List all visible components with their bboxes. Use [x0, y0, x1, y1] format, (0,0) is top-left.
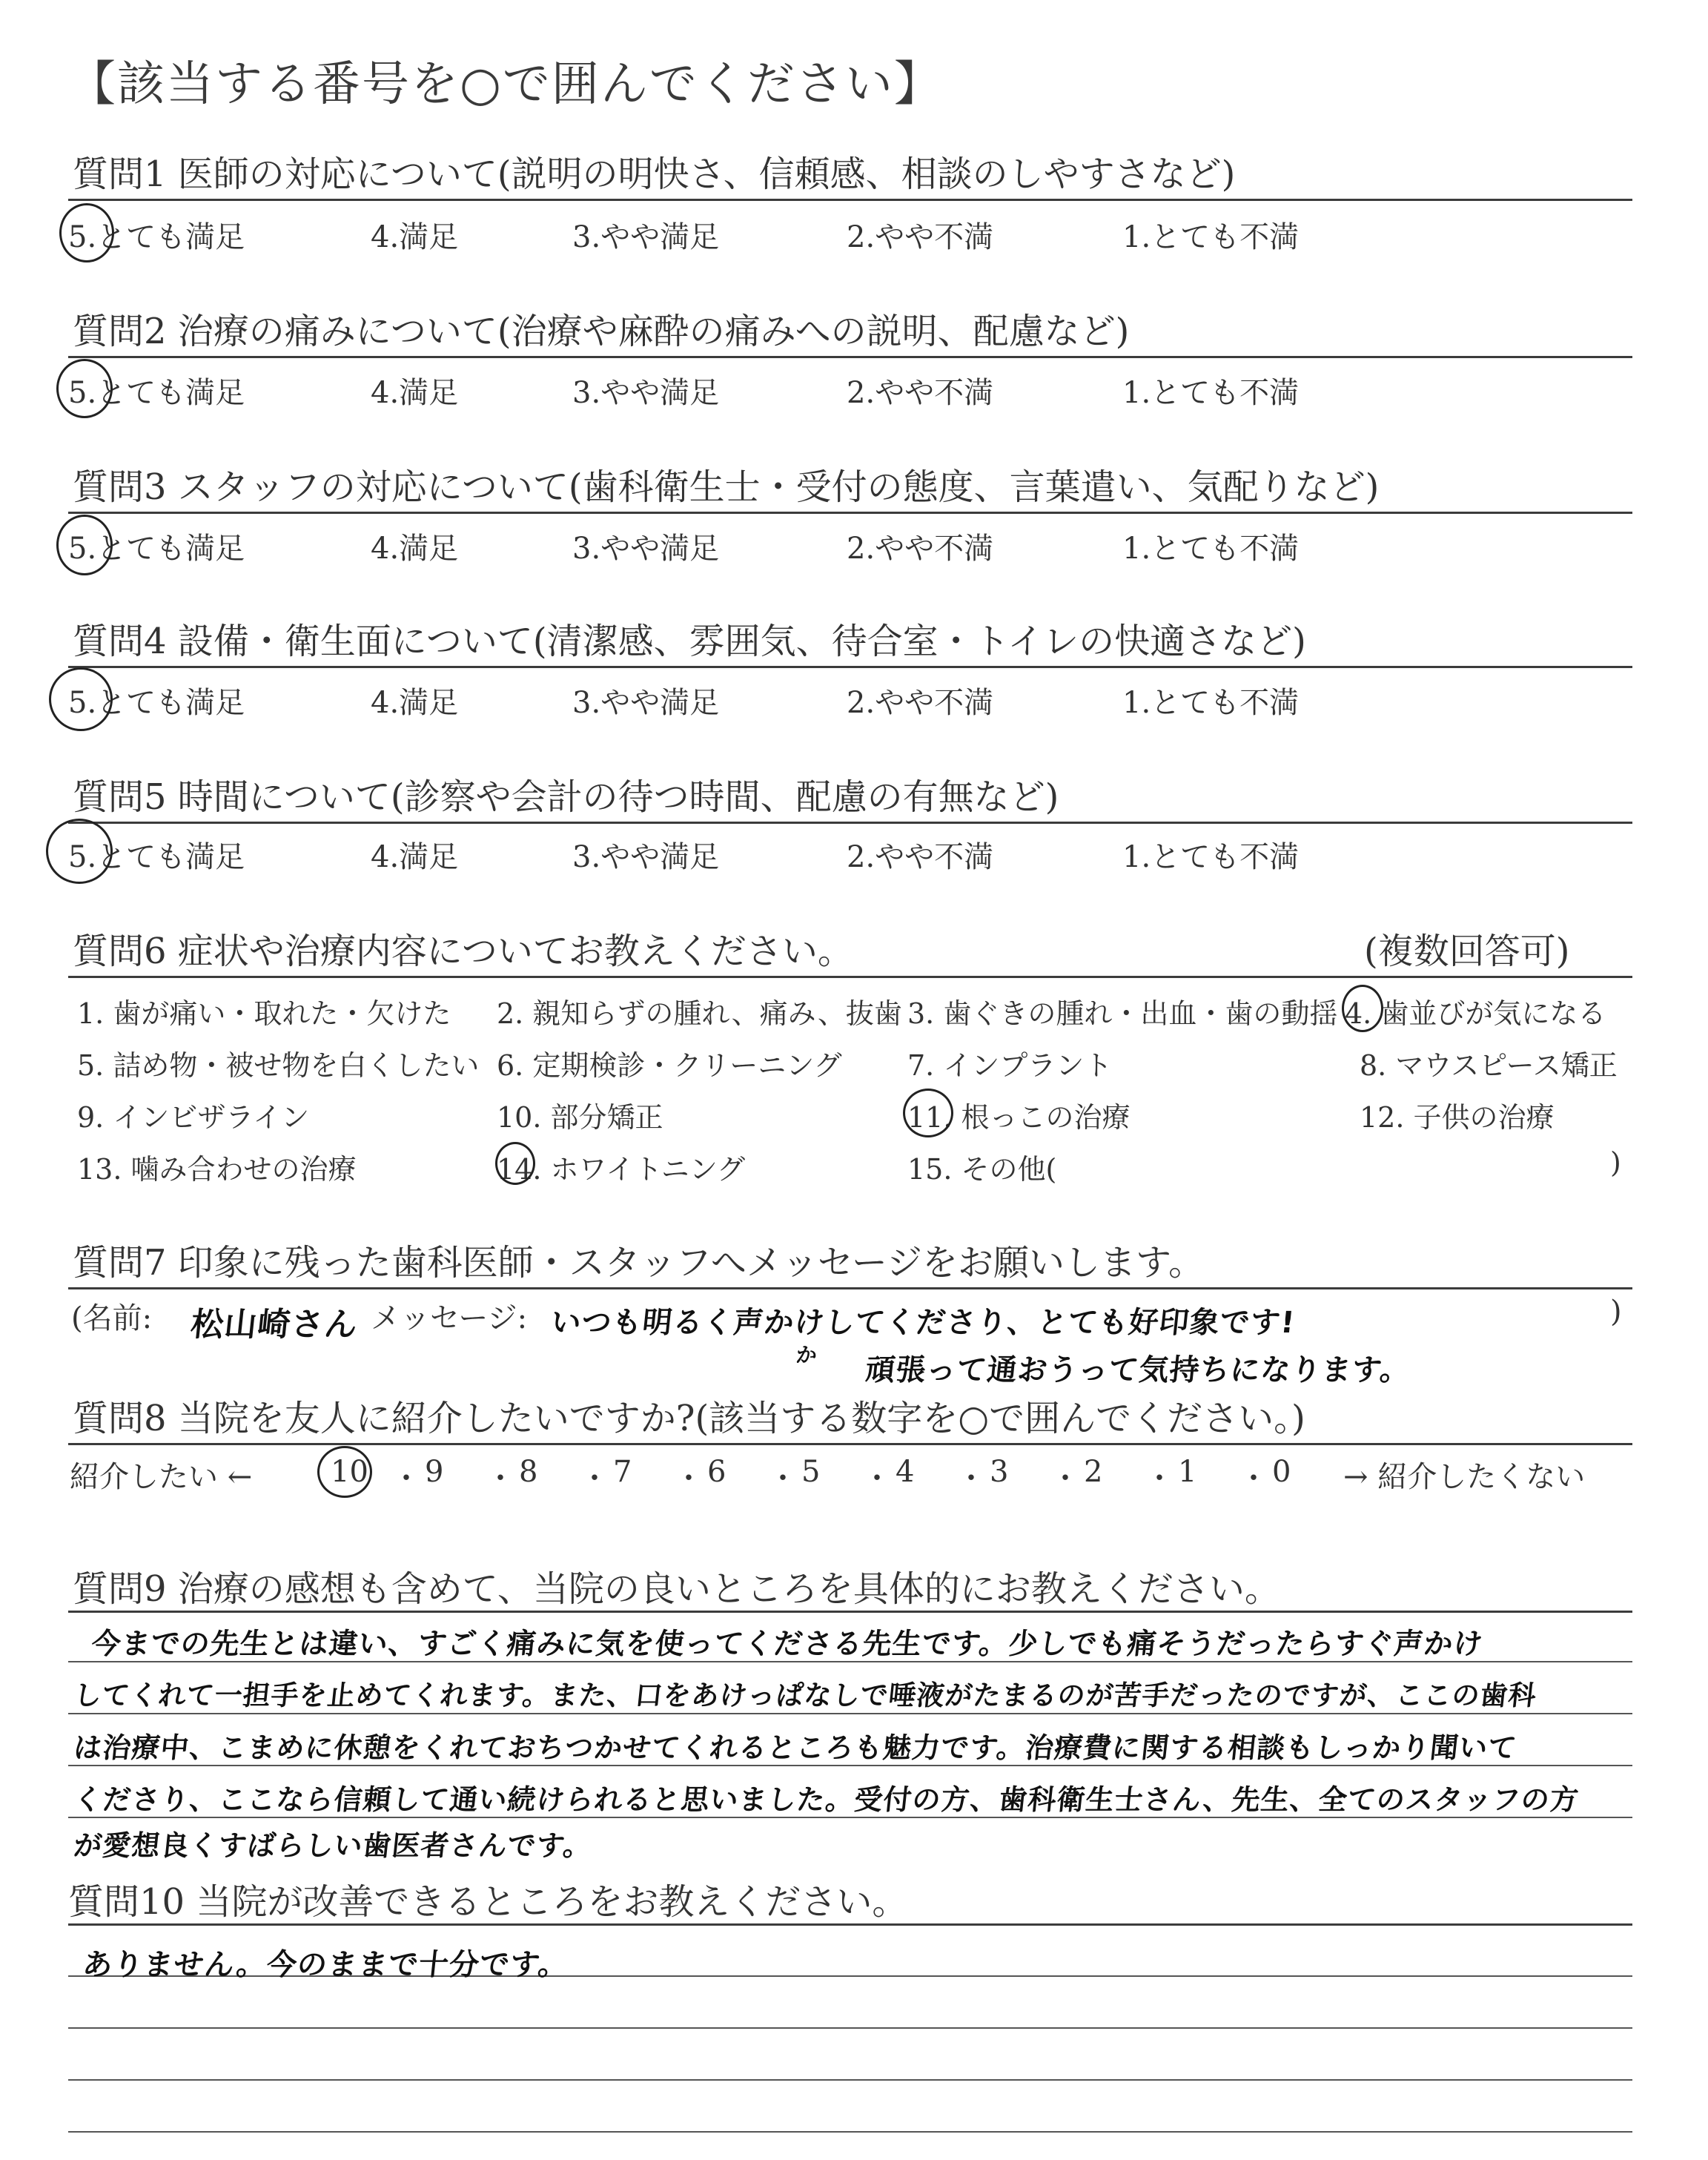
q6-option-4[interactable]: 4. 歯並びが気になる	[1345, 997, 1606, 1030]
q5-option-4[interactable]: 4.満足	[371, 840, 459, 874]
q7-rule	[68, 1287, 1632, 1289]
q2-option-1[interactable]: 1.とても不満	[1122, 376, 1300, 410]
q2-selection-circle	[56, 359, 113, 418]
q2-option-3[interactable]: 3.やや満足	[572, 376, 720, 410]
q4-rule	[68, 666, 1632, 668]
q6-rule	[68, 976, 1632, 978]
q4-option-4[interactable]: 4.満足	[371, 686, 459, 720]
q8-scale-separator: ・	[1239, 1462, 1268, 1496]
q1-option-4[interactable]: 4.満足	[371, 220, 459, 254]
q2-heading: 質問2 治療の痛みについて(治療や麻酔の痛みへの説明、配慮など)	[73, 311, 1130, 352]
q5-option-3[interactable]: 3.やや満足	[572, 840, 720, 874]
q4-option-1[interactable]: 1.とても不満	[1122, 686, 1300, 720]
q5-option-1[interactable]: 1.とても不満	[1122, 840, 1300, 874]
q10-rule-0	[68, 1923, 1632, 1926]
q1-option-5[interactable]: 5.とても満足	[68, 220, 245, 254]
q7-heading: 質問7 印象に残った歯科医師・スタッフへメッセージをお願いします。	[73, 1242, 1205, 1284]
q6-option-15-close: )	[1610, 1146, 1621, 1179]
q5-option-5[interactable]: 5.とても満足	[68, 840, 245, 874]
q8-scale-separator: ・	[862, 1462, 892, 1496]
q9-rule-2	[68, 1713, 1632, 1714]
q8-scale-7[interactable]: 7	[613, 1455, 632, 1489]
q9-answer-line-3: は治療中、こまめに休憩をくれておちつかせてくれるところも魅力です。治療費に関する相談もしっかり聞いて	[72, 1731, 1519, 1764]
q3-option-4[interactable]: 4.満足	[371, 532, 459, 566]
q9-answer-line-5: が愛想良くすばらしい歯医者さんです。	[72, 1829, 594, 1862]
q8-scale-1[interactable]: 1	[1178, 1455, 1197, 1489]
q8-scale-9[interactable]: 9	[425, 1455, 444, 1489]
q1-option-3[interactable]: 3.やや満足	[572, 220, 720, 254]
q9-answer-line-4: くださり、ここなら信頼して通い続けられると思いました。受付の方、歯科衛生士さん、先生、全てのスタッフの方	[72, 1783, 1581, 1816]
q6-option-14[interactable]: 14. ホワイトニング	[497, 1153, 746, 1186]
q1-option-1[interactable]: 1.とても不満	[1122, 220, 1300, 254]
q5-heading: 質問5 時間について(診察や会計の待つ時間、配慮の有無など)	[73, 776, 1059, 818]
q9-rule-0	[68, 1611, 1632, 1613]
q7-message-line1: いつも明るく声かけしてくださり、とても好印象です!	[549, 1306, 1297, 1340]
q8-rule	[68, 1443, 1632, 1445]
q3-selection-circle	[56, 515, 113, 575]
q2-option-2[interactable]: 2.やや不満	[847, 376, 994, 410]
q8-scale-3[interactable]: 3	[990, 1455, 1009, 1489]
q2-rule	[68, 356, 1632, 358]
q8-scale-2[interactable]: 2	[1084, 1455, 1103, 1489]
q10-rule-3	[68, 2079, 1632, 2081]
q4-option-2[interactable]: 2.やや不満	[847, 686, 994, 720]
q6-option-9[interactable]: 9. インビザライン	[77, 1101, 310, 1134]
q4-option-3[interactable]: 3.やや満足	[572, 686, 720, 720]
q10-rule-2	[68, 2027, 1632, 2029]
q7-name-value: 松山崎さん	[188, 1306, 360, 1344]
q1-selection-circle	[59, 203, 114, 262]
q3-option-1[interactable]: 1.とても不満	[1122, 532, 1300, 566]
q7-name-label: (名前:	[71, 1301, 153, 1335]
page-title: 【該当する番号を○で囲んでください】	[68, 57, 943, 112]
q10-answer: ありません。今のままで十分です。	[81, 1948, 571, 1982]
q9-heading: 質問9 治療の感想も含めて、当院の良いところを具体的にお教えください。	[73, 1568, 1280, 1610]
q6-heading: 質問6 症状や治療内容についてお教えください。	[73, 931, 853, 972]
q10-heading: 質問10 当院が改善できるところをお教えください。	[68, 1881, 908, 1923]
q9-answer-line-1: 今までの先生とは違い、すごく痛みに気を使ってくださる先生です。少しでも痛そうだったらすぐ声かけ	[90, 1628, 1485, 1661]
q6-option-6[interactable]: 6. 定期検診・クリーニング	[497, 1049, 842, 1082]
q8-left-label: 紹介したい ←	[70, 1460, 253, 1494]
q8-selection-circle	[317, 1446, 372, 1498]
q6-multi-note: (複数回答可)	[1364, 931, 1570, 972]
q8-scale-separator: ・	[391, 1462, 421, 1496]
q8-scale-separator: ・	[486, 1462, 515, 1496]
q8-scale-separator: ・	[956, 1462, 986, 1496]
q6-option-7[interactable]: 7. インプラント	[907, 1049, 1113, 1082]
q8-scale-separator: ・	[768, 1462, 798, 1496]
q9-answer-line-2: してくれて一担手を止めてくれます。また、口をあけっぱなしで唾液がたまるのが苦手だったのですが、ここの歯科	[72, 1680, 1538, 1711]
q6-option-1[interactable]: 1. 歯が痛い・取れた・欠けた	[77, 997, 451, 1030]
q6-option-8[interactable]: 8. マウスピース矯正	[1360, 1049, 1618, 1082]
q8-scale-10[interactable]: 10	[331, 1455, 368, 1489]
q8-scale-separator: ・	[1145, 1462, 1174, 1496]
q6-option-2[interactable]: 2. 親知らずの腫れ、痛み、抜歯	[497, 997, 902, 1030]
q8-right-label: → 紹介したくない	[1343, 1460, 1586, 1494]
q3-heading: 質問3 スタッフの対応について(歯科衛生士・受付の態度、言葉遣い、気配りなど)	[73, 466, 1380, 508]
q6-option-11[interactable]: 11. 根っこの治療	[907, 1101, 1131, 1134]
q4-selection-circle	[49, 667, 113, 731]
q8-scale-5[interactable]: 5	[801, 1455, 821, 1489]
q8-scale-separator: ・	[580, 1462, 609, 1496]
q6-selection-circle-14	[495, 1142, 535, 1185]
q6-selection-circle-4	[1342, 985, 1383, 1032]
q6-option-5[interactable]: 5. 詰め物・被せ物を白くしたい	[77, 1049, 480, 1082]
q1-heading: 質問1 医師の対応について(説明の明快さ、信頼感、相談のしやすさなど)	[73, 153, 1236, 195]
q5-option-2[interactable]: 2.やや不満	[847, 840, 994, 874]
q8-scale-separator: ・	[674, 1462, 704, 1496]
q3-option-5[interactable]: 5.とても満足	[68, 532, 245, 566]
q6-option-10[interactable]: 10. 部分矯正	[497, 1101, 663, 1134]
q3-rule	[68, 512, 1632, 514]
q7-message-correction: か	[795, 1343, 819, 1367]
q6-option-12[interactable]: 12. 子供の治療	[1360, 1101, 1555, 1134]
q8-scale-0[interactable]: 0	[1272, 1455, 1291, 1489]
q8-scale-separator: ・	[1050, 1462, 1080, 1496]
q6-option-3[interactable]: 3. 歯ぐきの腫れ・出血・歯の動揺	[907, 997, 1338, 1030]
q3-option-3[interactable]: 3.やや満足	[572, 532, 720, 566]
q7-close-paren: )	[1610, 1295, 1622, 1329]
q2-option-4[interactable]: 4.満足	[371, 376, 459, 410]
q8-scale-8[interactable]: 8	[519, 1455, 538, 1489]
q1-rule	[68, 199, 1632, 201]
q7-message-label: メッセージ:	[371, 1301, 528, 1335]
q8-scale-4[interactable]: 4	[896, 1455, 915, 1489]
q2-option-5[interactable]: 5.とても満足	[68, 376, 245, 410]
q6-option-15[interactable]: 15. その他(	[907, 1153, 1057, 1186]
q6-option-13[interactable]: 13. 噛み合わせの治療	[77, 1153, 357, 1186]
q3-option-2[interactable]: 2.やや不満	[847, 532, 994, 566]
q10-rule-4	[68, 2131, 1632, 2133]
q7-message-line2: 頑張って通おうって気持ちになります。	[864, 1353, 1412, 1387]
q8-scale-6[interactable]: 6	[707, 1455, 726, 1489]
q8-heading: 質問8 当院を友人に紹介したいですか?(該当する数字を○で囲んでください。)	[73, 1398, 1305, 1439]
q1-option-2[interactable]: 2.やや不満	[847, 220, 994, 254]
q4-option-5[interactable]: 5.とても満足	[68, 686, 245, 720]
q6-selection-circle-11	[903, 1089, 953, 1137]
q5-rule	[68, 822, 1632, 824]
q4-heading: 質問4 設備・衛生面について(清潔感、雰囲気、待合室・トイレの快適さなど)	[73, 621, 1306, 662]
q5-selection-circle	[46, 819, 113, 884]
